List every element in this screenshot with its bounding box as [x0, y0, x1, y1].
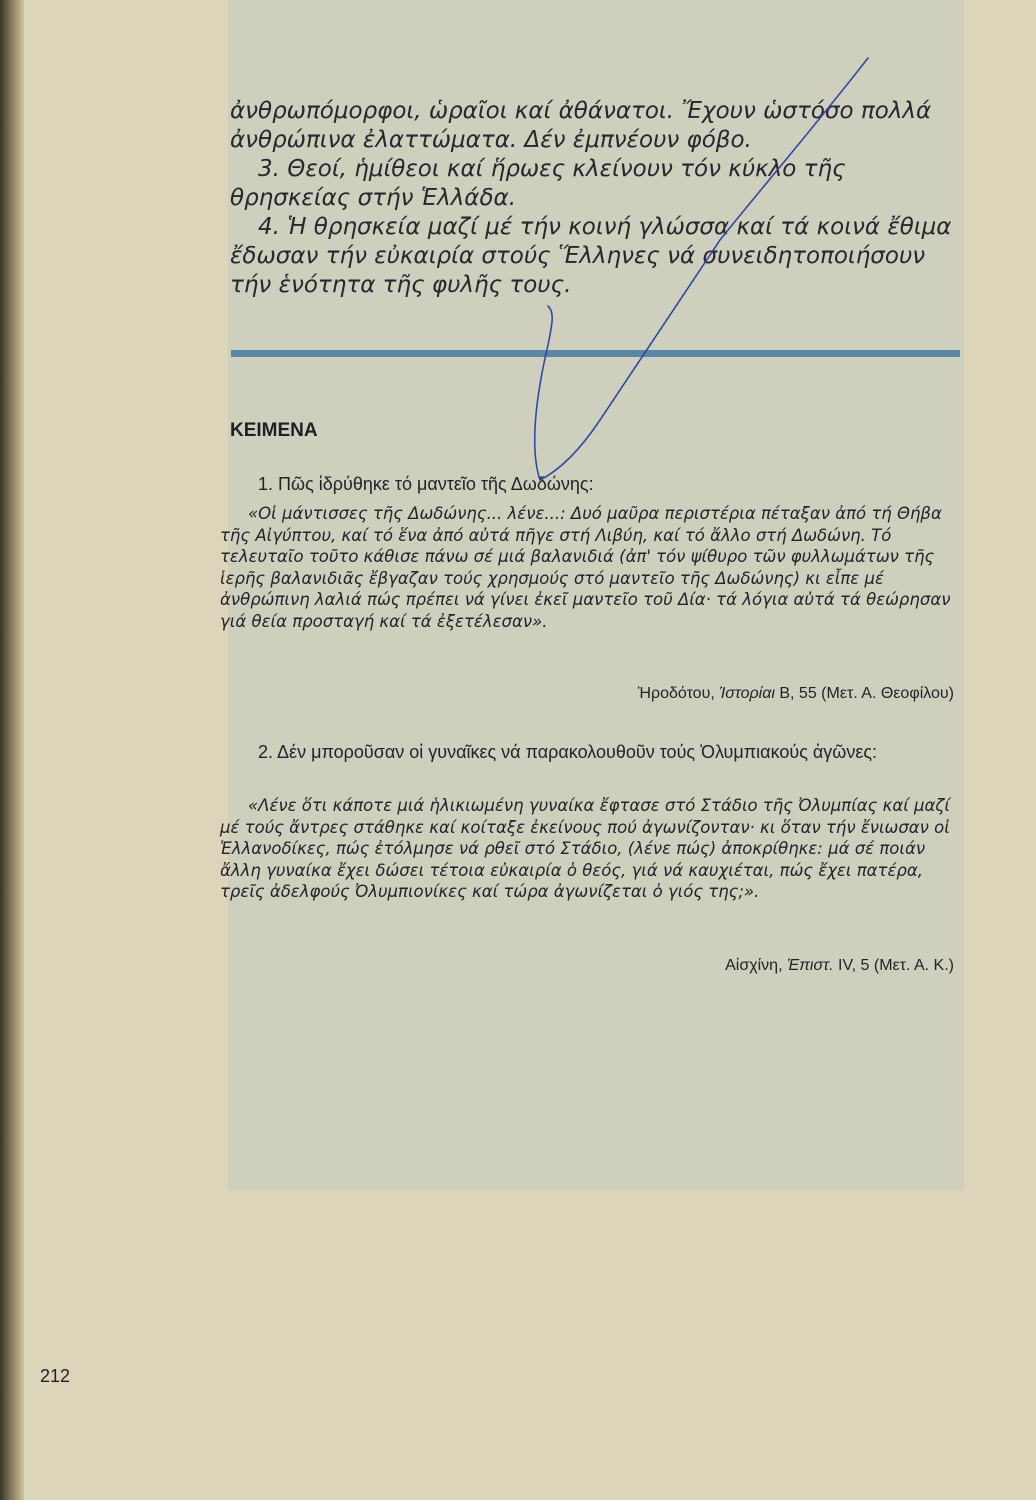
- source-reference: Β, 55 (Μετ. Α. Θεοφίλου): [774, 685, 954, 702]
- source-author: Ἡροδότου,: [637, 685, 720, 702]
- question-text: 1. Πῶς ἱδρύθηκε τό μαντεῖο τῆς Δωδώνης:: [258, 474, 594, 494]
- source-work: Ἐπιστ.: [786, 957, 834, 974]
- question-text: 2. Δέν μποροῦσαν οἱ γυναῖκες νά παρακολουθοῦν τούς Ὀλυμπιακούς ἀγῶνες:: [258, 742, 878, 762]
- summary-paragraph-4: 4. Ἡ θρησκεία μαζί μέ τήν κοινή γλώσσα καί τά κοινά ἔθιμα ἔδωσαν τήν εὐκαιρία στούς Ἕλληνες νά συνειδητοποιήσουν τήν ἑνότητα τῆς φυλῆς τους.: [230, 214, 952, 298]
- page-number: 212: [40, 1366, 71, 1386]
- quote-text: «Οἱ μάντισσες τῆς Δωδώνης... λένε...: Δυό μαῦρα περιστέρια πέταξαν ἀπό τή Θήβα τῆς Αἰγύπτου, καί τό ἕνα ἀπό αὐτά πῆγε στή Λιβύη, καί τό ἄλλο στή Δωδώνη. Τό τελευταῖο τοῦτο κάθισε πάνω σέ μιά βαλανιδιά (ἀπ' τόν ψίθυρο τῶν φυλλωμάτων τῆς ἱερῆς βαλανιδιᾶς ἔβγαζαν τούς χρησμούς στό μαντεῖο τῆς Δωδώνης) κι εἶπε μέ ἀνθρώπινη λαλιά πώς πρέπει νά γίνει ἐκεῖ μαντεῖο τοῦ Δία· τά λόγια αὐτά τά θεώρησαν γιά θεία προσταγή καί τά ἐξετέλεσαν».: [220, 504, 951, 631]
- source-reference: IV, 5 (Μετ. Α. Κ.): [833, 957, 954, 974]
- section-heading: ΚΕΙΜΕΝΑ: [230, 420, 318, 441]
- source-author: Αἰσχίνη,: [725, 957, 787, 974]
- summary-paragraph-2-continued: ἀνθρωπόμορφοι, ὡραῖοι καί ἀθάνατοι. Ἔχουν ὡστόσο πολλά ἀνθρώπινα ἐλαττώματα. Δέν ἐμπνέουν φόβο.: [230, 98, 932, 153]
- quote-text: «Λένε ὅτι κάποτε μιά ἡλικιωμένη γυναίκα ἔφτασε στό Στάδιο τῆς Ὀλυμπίας καί μαζί μέ τούς ἄντρες στάθηκε καί κοίταξε ἐκείνους πού ἀγωνίζονταν· κι ὅταν τήν ἔνιωσαν οἱ Ἑλλανοδίκες, πώς ἐτόλμησε νά ρθεῖ στό Στάδιο, (λένε πώς) ἀποκρίθηκε: μά σέ ποιάν ἄλλη γυναίκα ἔχει δώσει τέτοια εὐκαιρία ὁ θεός, γιά νά καυχιέται, πώς ἔχει πατέρα, τρεῖς ἀδελφούς Ὀλυμπιονίκες καί τώρα ἀγωνίζεται ὁ γιός της;».: [220, 796, 950, 901]
- source-work: Ἱστορίαι: [719, 685, 775, 702]
- summary-paragraph-3: 3. Θεοί, ἡμίθεοι καί ἥρωες κλείνουν τόν κύκλο τῆς θρησκείας στήν Ἑλλάδα.: [230, 156, 846, 211]
